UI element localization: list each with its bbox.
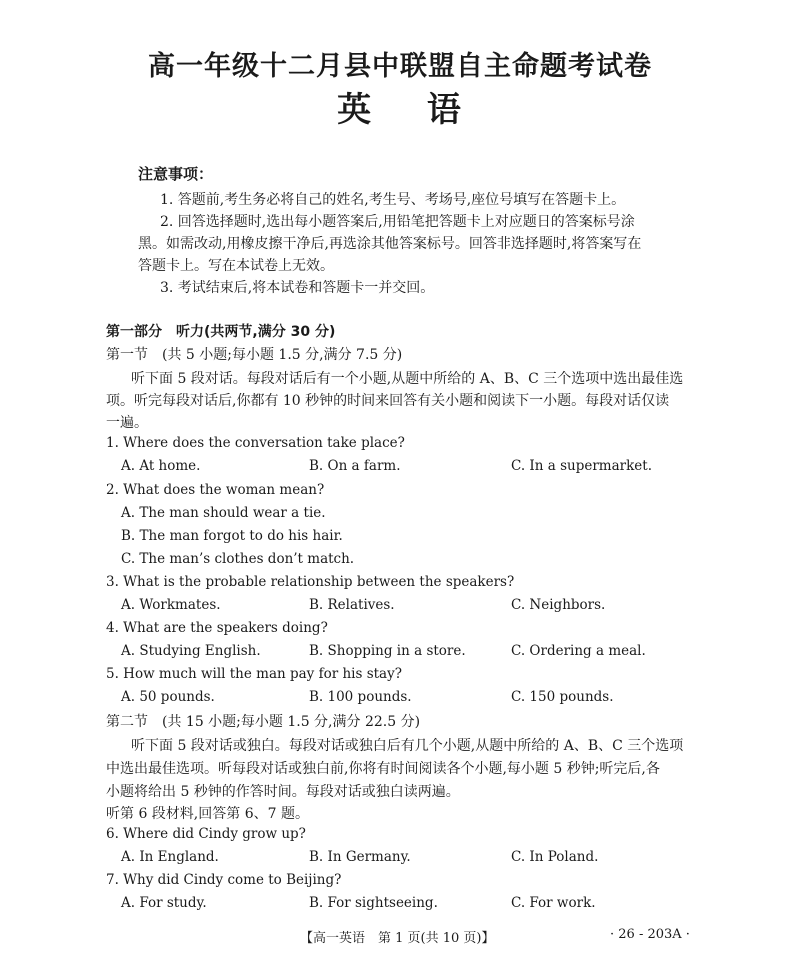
option-a: A. 50 pounds. xyxy=(121,689,215,705)
section2-instruction: 小题将给出 5 秒钟的作答时间。每段对话或独白读两遍。 xyxy=(106,784,460,800)
notes-line: 黑。如需改动,用橡皮擦干净后,再选涂其他答案标号。回答非选择题时,将答案写在 xyxy=(138,236,642,252)
notes-heading: 注意事项： xyxy=(138,165,214,183)
question-stem: 7. Why did Cindy come to Beijing? xyxy=(106,872,342,888)
option-b: B. In Germany. xyxy=(309,849,411,865)
question-stem: 1. Where does the conversation take place? xyxy=(106,435,405,451)
option-b: B. Relatives. xyxy=(309,597,395,613)
question-stem: 4. What are the speakers doing? xyxy=(106,620,328,636)
option-a: A. Workmates. xyxy=(121,597,221,613)
section1-instruction: 项。听完每段对话后,你都有 10 秒钟的时间来回答有关小题和阅读下一小题。每段对话仅读 xyxy=(106,393,670,409)
notes-line: 1. 答题前,考生务必将自己的姓名,考生号、考场号,座位号填写在答题卡上。 xyxy=(160,192,626,208)
section1-instruction: 听下面 5 段对话。每段对话后有一个小题,从题中所给的 A、B、C 三个选项中选出最佳选 xyxy=(131,371,684,387)
option-c: C. The man’s clothes don’t match. xyxy=(121,551,355,567)
option-a: A. In England. xyxy=(121,849,219,865)
question-stem: 2. What does the woman mean? xyxy=(106,482,325,498)
section2-heading: 第二节 (共 15 小题;每小题 1.5 分,满分 22.5 分) xyxy=(106,714,421,730)
exam-title: 高一年级十二月县中联盟自主命题考试卷 xyxy=(148,51,652,82)
option-b: B. For sightseeing. xyxy=(309,895,438,911)
material-label: 听第 6 段材料,回答第 6、7 题。 xyxy=(106,806,309,822)
option-b: B. On a farm. xyxy=(309,458,401,474)
option-a: A. For study. xyxy=(121,895,207,911)
section2-instruction: 听下面 5 段对话或独白。每段对话或独白后有几个小题,从题中所给的 A、B、C 三个选项 xyxy=(131,738,684,754)
option-c: C. Ordering a meal. xyxy=(511,643,646,659)
question-stem: 3. What is the probable relationship between the speakers? xyxy=(106,574,515,590)
exam-code: · 26 - 203A · xyxy=(610,927,690,942)
option-b: B. Shopping in a store. xyxy=(309,643,466,659)
notes-line: 答题卡上。写在本试卷上无效。 xyxy=(138,258,334,274)
notes-line: 2. 回答选择题时,选出每小题答案后,用铅笔把答题卡上对应题日的答案标号涂 xyxy=(160,214,635,230)
section1-heading: 第一节 (共 5 小题;每小题 1.5 分,满分 7.5 分) xyxy=(106,347,403,363)
page-footer: 【高一英语 第 1 页(共 10 页)】 xyxy=(300,931,495,946)
question-stem: 5. How much will the man pay for his stay? xyxy=(106,666,402,682)
question-stem: 6. Where did Cindy grow up? xyxy=(106,826,306,842)
option-c: C. For work. xyxy=(511,895,596,911)
option-c: C. 150 pounds. xyxy=(511,689,614,705)
section1-instruction: 一遍。 xyxy=(106,415,148,431)
option-b: B. 100 pounds. xyxy=(309,689,412,705)
option-c: C. Neighbors. xyxy=(511,597,606,613)
part1-heading: 第一部分 听力(共两节,满分 30 分) xyxy=(106,324,336,340)
section2-instruction: 中选出最佳选项。听每段对话或独白前,你将有时间阅读各个小题,每小题 5 秒钟;听完后,各 xyxy=(106,761,660,777)
subject-title: 英 语 xyxy=(337,90,463,130)
option-b: B. The man forgot to do his hair. xyxy=(121,528,343,544)
option-c: C. In a supermarket. xyxy=(511,458,652,474)
notes-line: 3. 考试结束后,将本试卷和答题卡一并交回。 xyxy=(160,280,435,296)
option-a: A. At home. xyxy=(121,458,201,474)
option-c: C. In Poland. xyxy=(511,849,599,865)
option-a: A. Studying English. xyxy=(121,643,261,659)
option-a: A. The man should wear a tie. xyxy=(121,505,326,521)
